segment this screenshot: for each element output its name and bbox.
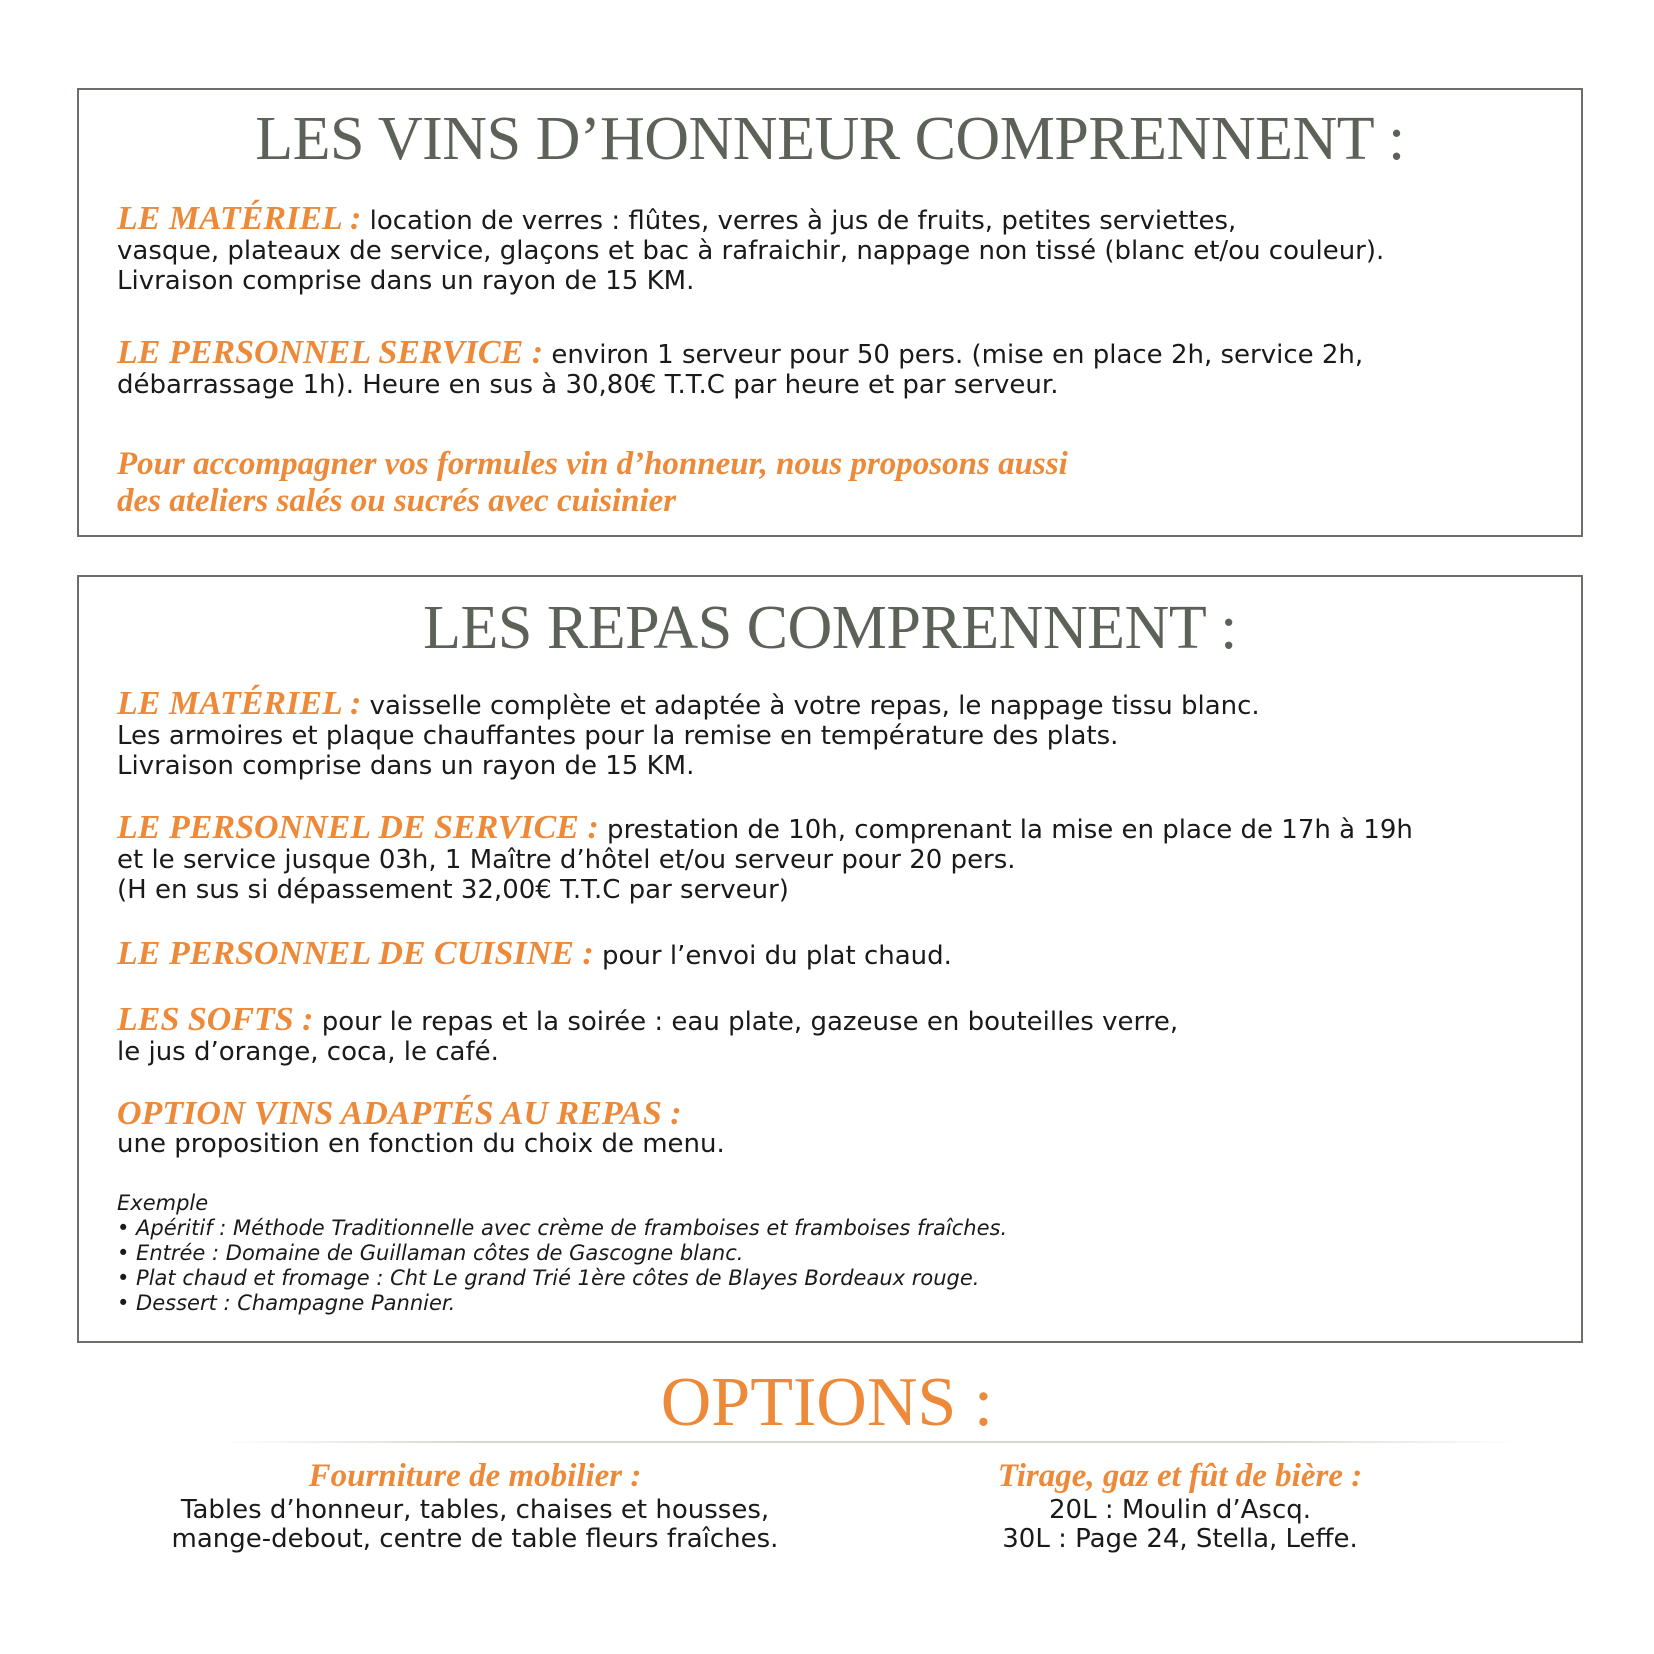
repas-materiel-text-3: Livraison comprise dans un rayon de 15 KM. <box>117 751 695 781</box>
promo-line-1: Pour accompagner vos formules vin d’honneur, nous proposons aussi <box>117 446 1068 482</box>
repas-materiel-text-2: Les armoires et plaque chauffantes pour la remise en température des plats. <box>117 721 1119 751</box>
exemple-item-dessert: • Dessert : Champagne Pannier. <box>117 1291 456 1315</box>
option-biere-heading: Tirage, gaz et fût de bière : <box>997 1458 1363 1494</box>
vins-personnel-text-1: environ 1 serveur pour 50 pers. (mise en place 2h, service 2h, <box>543 340 1364 370</box>
exemple-item-plat: • Plat chaud et fromage : Cht Le grand Trié 1ère côtes de Blayes Bordeaux rouge. <box>117 1266 980 1290</box>
option-biere-line-2: 30L : Page 24, Stella, Leffe. <box>1002 1524 1358 1554</box>
option-mobilier-heading: Fourniture de mobilier : <box>308 1458 642 1494</box>
repas-personnel-label: LE PERSONNEL DE SERVICE : <box>117 809 599 846</box>
option-mobilier <box>130 1456 820 1554</box>
repas-personnel-text-3: (H en sus si dépassement 32,00€ T.T.C par serveur) <box>117 875 789 905</box>
repas-softs-text-2: le jus d’orange, coca, le café. <box>117 1037 499 1067</box>
repas-softs-label: LES SOFTS : <box>117 1001 314 1038</box>
repas-materiel-label: LE MATÉRIEL : <box>117 685 362 722</box>
repas-personnel-text-1: prestation de 10h, comprenant la mise en place de 17h à 19h <box>598 815 1413 845</box>
options-title: OPTIONS : <box>660 1364 994 1441</box>
vins-personnel-line-1 <box>117 334 1551 371</box>
repas-cuisine-label: LE PERSONNEL DE CUISINE : <box>117 935 594 972</box>
ateliers-promo <box>117 446 1068 520</box>
vins-materiel-line-1 <box>117 200 1551 237</box>
exemple-item-entree: • Entrée : Domaine de Guillaman côtes de Gascogne blanc. <box>117 1241 744 1265</box>
repas-option-vins-block <box>117 1095 1551 1159</box>
repas-title: LES REPAS COMPRENNENT : <box>423 594 1237 662</box>
vins-personnel-label: LE PERSONNEL SERVICE : <box>117 334 544 371</box>
repas-personnel-block <box>117 809 1551 905</box>
option-mobilier-line-1: Tables d’honneur, tables, chaises et housses, <box>180 1495 770 1525</box>
repas-cuisine-text-1: pour l’envoi du plat chaud. <box>593 941 952 971</box>
repas-materiel-line-1 <box>117 685 1551 722</box>
vins-materiel-text-2: vasque, plateaux de service, glaçons et bac à rafraichir, nappage non tissé (blanc et/ou couleur). <box>117 236 1385 266</box>
repas-softs-text-1: pour le repas et la soirée : eau plate, gazeuse en bouteilles verre, <box>313 1007 1179 1037</box>
option-biere-line-1: 20L : Moulin d’Ascq. <box>1048 1495 1312 1525</box>
repas-personnel-line-1 <box>117 809 1551 846</box>
repas-personnel-text-2: et le service jusque 03h, 1 Maître d’hôtel et/ou serveur pour 20 pers. <box>117 845 1016 875</box>
option-biere <box>920 1456 1440 1554</box>
repas-option-vins-label: OPTION VINS ADAPTÉS AU REPAS : <box>117 1095 682 1132</box>
repas-section <box>77 575 1583 1343</box>
vins-honneur-section <box>77 88 1583 537</box>
options-divider <box>220 1441 1520 1443</box>
vins-honneur-title: LES VINS D’HONNEUR COMPRENNENT : <box>255 105 1405 173</box>
promo-line-2: des ateliers salés ou sucrés avec cuisinier <box>117 483 677 519</box>
vins-materiel-block <box>117 200 1551 296</box>
vins-personnel-text-2: débarrassage 1h). Heure en sus à 30,80€ T.T.C par heure et par serveur. <box>117 370 1059 400</box>
repas-cuisine-block <box>117 935 1551 972</box>
vins-materiel-label: LE MATÉRIEL : <box>117 200 362 237</box>
exemple-item-aperitif: • Apéritif : Méthode Traditionnelle avec crème de framboises et framboises fraîches. <box>117 1216 1008 1240</box>
repas-cuisine-line-1 <box>117 935 1551 972</box>
vins-materiel-text-1: location de verres : flûtes, verres à jus de fruits, petites serviettes, <box>361 206 1237 236</box>
exemple-heading: Exemple <box>117 1191 209 1215</box>
vins-personnel-block <box>117 334 1551 400</box>
exemple-list <box>117 1191 1007 1316</box>
repas-materiel-block <box>117 685 1551 781</box>
repas-option-vins-text: une proposition en fonction du choix de menu. <box>117 1129 725 1159</box>
vins-materiel-text-3: Livraison comprise dans un rayon de 15 KM. <box>117 266 695 296</box>
option-mobilier-line-2: mange-debout, centre de table fleurs fraîches. <box>171 1524 779 1554</box>
repas-materiel-text-1: vaisselle complète et adaptée à votre repas, le nappage tissu blanc. <box>361 691 1260 721</box>
repas-softs-block <box>117 1001 1551 1067</box>
repas-softs-line-1 <box>117 1001 1551 1038</box>
